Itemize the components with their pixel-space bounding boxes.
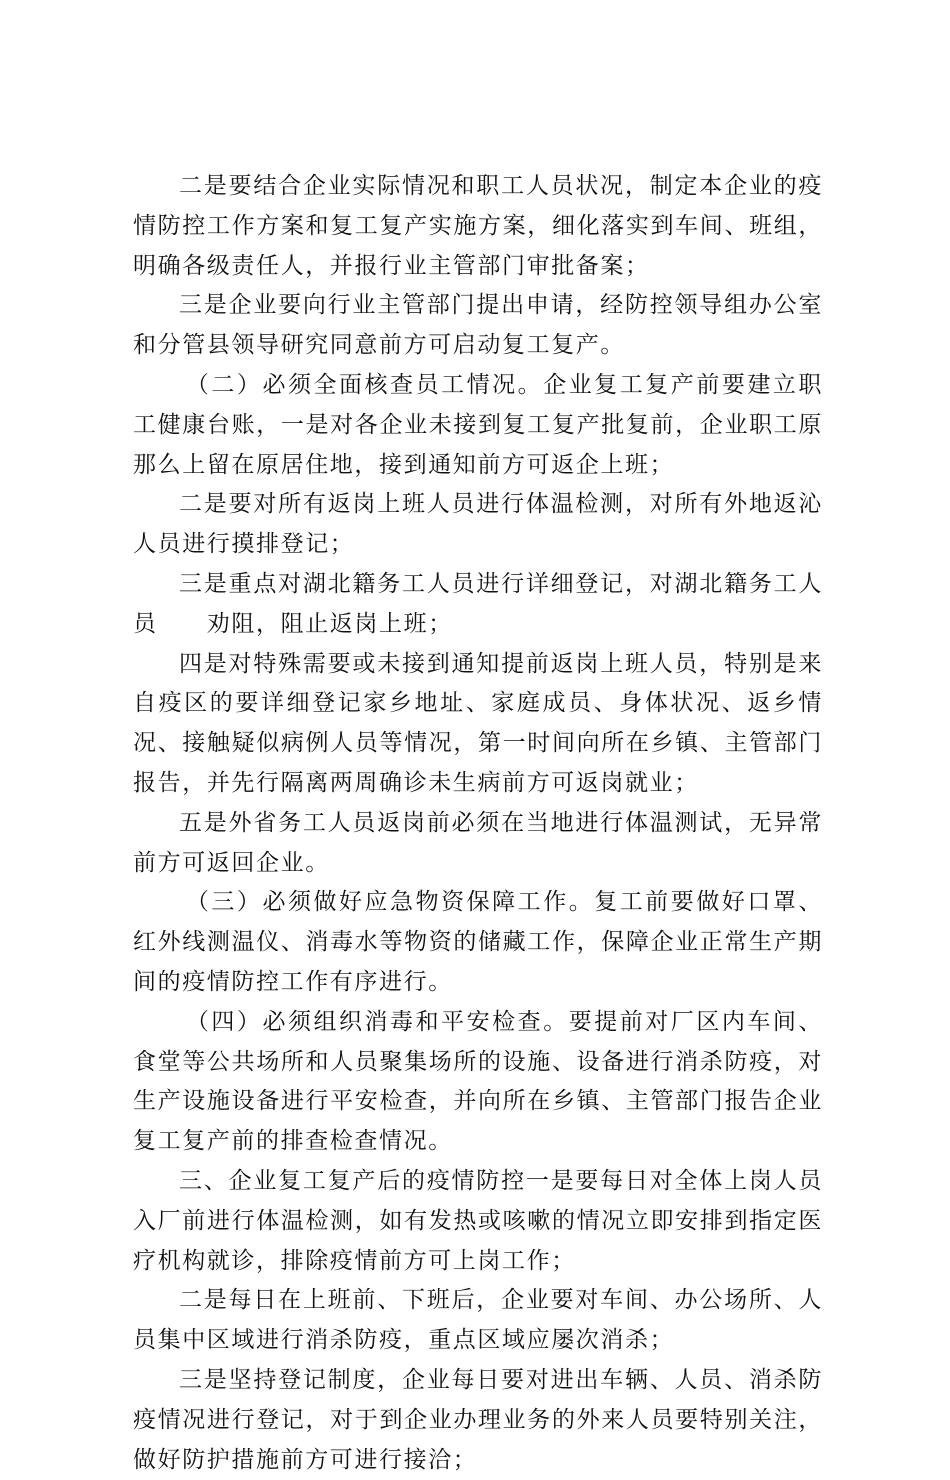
paragraph: 三是坚持登记制度，企业每日要对进出车辆、人员、消杀防疫情况进行登记，对于到企业办理业务的外来人员要特别关注，做好防护措施前方可进行接洽； [133, 1366, 823, 1473]
paragraph: 二是每日在上班前、下班后，企业要对车间、办公场所、人员集中区域进行消杀防疫，重点区域应屡次消杀； [133, 1287, 823, 1354]
section-heading-paragraph: 三、企业复工复产后的疫情防控一是要每日对全体上岗人员入厂前进行体温检测，如有发热或咳嗽的情况立即安排到指定医疗机构就诊，排除疫情前方可上岗工作； [133, 1167, 823, 1274]
document-body [133, 167, 823, 1480]
paragraph: 三是企业要向行业主管部门提出申请，经防控领导组办公室和分管县领导研究同意前方可启动复工复产。 [133, 292, 823, 359]
paragraph: 五是外省务工人员返岗前必须在当地进行体温测试，无异常前方可返回企业。 [133, 809, 823, 876]
section-heading-paragraph: （三）必须做好应急物资保障工作。复工前要做好口罩、红外线测温仪、消毒水等物资的储藏工作，保障企业正常生产期间的疫情防控工作有序进行。 [133, 889, 823, 995]
paragraph: 二是要结合企业实际情况和职工人员状况，制定本企业的疫情防控工作方案和复工复产实施方案，细化落实到车间、班组，明确各级责任人，并报行业主管部门审批备案； [133, 173, 823, 279]
paragraph: 四是对特殊需要或未接到通知提前返岗上班人员，特别是来自疫区的要详细登记家乡地址、家庭成员、身体状况、返乡情况、接触疑似病例人员等情况，第一时间向所在乡镇、主管部门报告，并先行隔离两周确诊未生病前方可返岗就业； [133, 650, 823, 796]
paragraph: 二是要对所有返岗上班人员进行体温检测，对所有外地返沁人员进行摸排登记； [133, 491, 823, 558]
paragraph: 三是重点对湖北籍务工人员进行详细登记，对湖北籍务工人员 劝阻，阻止返岗上班； [133, 570, 823, 637]
section-heading-paragraph: （四）必须组织消毒和平安检查。要提前对厂区内车间、食堂等公共场所和人员聚集场所的设施、设备进行消杀防疫，对生产设施设备进行平安检查，并向所在乡镇、主管部门报告企业复工复产前的排查检查情况。 [133, 1008, 823, 1155]
section-heading-paragraph: （二）必须全面核查员工情况。企业复工复产前要建立职工健康台账，一是对各企业未接到复工复产批复前，企业职工原那么上留在原居住地，接到通知前方可返企上班； [133, 371, 823, 478]
